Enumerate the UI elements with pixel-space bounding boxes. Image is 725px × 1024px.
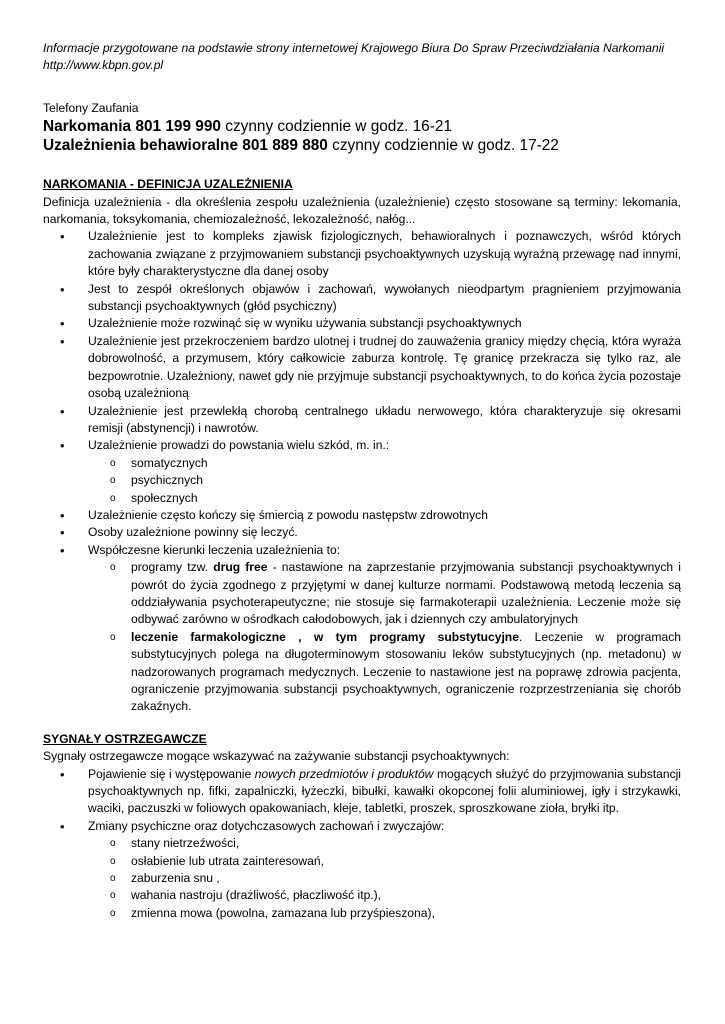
definition-list bbox=[43, 228, 681, 715]
sublist-item-drug-free bbox=[88, 559, 681, 629]
list-item: • Uzależnienie jest przekroczeniem bardzo ulotnej i trudnej do zauważenia granicy między chęcią, która wyraża dobrowolność, a przymusem, który całkowicie zaburza kontrolę. Tę granicę przekracza się tylko raz, ale bezpowrotnie. Uzależniony, nawet gdy nie przyjmuje substancji psychoaktywnych, to do końca życia pozostaje osobą uzależnioną bbox=[43, 333, 681, 403]
new-items-lead: Pojawienie się i występowanie bbox=[88, 766, 255, 781]
sublist-item: o somatycznych bbox=[88, 455, 681, 472]
hotline-behavioral-number: Uzależnienia behawioralne 801 889 880 bbox=[43, 137, 328, 155]
sublist-item: o osłabienie lub utrata zainteresowań, bbox=[88, 853, 681, 870]
harms-sublist bbox=[88, 455, 681, 507]
section-heading-definition: NARKOMANIA - DEFINICJA UZALEŻNIENIA bbox=[43, 177, 293, 192]
hotline-drugs bbox=[43, 117, 681, 136]
changes-intro: Zmiany psychiczne oraz dotychczasowych zachowań i zwyczajów: bbox=[88, 818, 445, 833]
hotline-drugs-number: Narkomania 801 199 990 bbox=[43, 118, 221, 136]
harms-intro: Uzależnienie prowadzi do powstania wielu szkód, m. in.: bbox=[88, 438, 390, 453]
sublist-item: o wahania nastroju (drażliwość, płaczliwość itp.), bbox=[88, 887, 681, 904]
warning-intro: Sygnały ostrzegawcze mogące wskazywać na zażywanie substancji psychoaktywnych: bbox=[43, 749, 510, 764]
list-item bbox=[43, 437, 681, 507]
list-item: • Uzależnienie jest to kompleks zjawisk fizjologicznych, behawioralnych i poznawczych, wśród których zachowania związane z przyjmowaniem substancji psychoaktywnych uzyskują wyraźną przewagę nad innymi, które były charakterystyczne dla danej osoby bbox=[43, 228, 681, 280]
list-item: • Osoby uzależnione powinny się leczyć. bbox=[43, 524, 681, 541]
sublist-item: o psychicznych bbox=[88, 472, 681, 489]
drug-free-lead: programy tzw. bbox=[131, 560, 214, 575]
treatment-sublist bbox=[88, 559, 681, 716]
hotlines-label: Telefony Zaufania bbox=[43, 100, 139, 115]
hotline-behavioral-hours: czynny codziennie w godz. 17-22 bbox=[327, 137, 559, 155]
list-item: • Uzależnienie może rozwinąć się w wyniku używania substancji psychoaktywnych bbox=[43, 315, 681, 332]
new-items-emphasis: nowych przedmiotów i produktów bbox=[254, 766, 434, 781]
definition-paragraph: Definicja uzależnienia - dla określenia zespołu uzależnienia (uzależnienie) często stosowane są terminy: lekomania, narkomania, toksykomania, chemiozależność, lekozależność, nałóg... bbox=[43, 194, 681, 227]
sublist-item: o stany nietrzeźwości, bbox=[88, 835, 681, 852]
warning-list bbox=[43, 766, 681, 923]
sublist-item-pharmacological bbox=[88, 629, 681, 716]
new-items-text: mogących służyć do przyjmowania substancji psychoaktywnych np. fifki, zapalniczki, łyżeczki, bibułki, kawałki okopconej folii aluminiowej, igły i strzykawki, waciki, paczuszki w foliowych opakowaniach, kleje, tabletki, proszek, sproszkowane zioła, bryłki itp. bbox=[88, 766, 681, 816]
changes-sublist bbox=[88, 835, 681, 922]
list-item bbox=[43, 766, 681, 818]
drug-free-term: drug free bbox=[213, 560, 268, 575]
hotline-behavioral bbox=[43, 136, 681, 155]
sublist-item: o społecznych bbox=[88, 490, 681, 507]
section-heading-warning-signs: SYGNAŁY OSTRZEGAWCZE bbox=[43, 731, 207, 746]
list-item: • Uzależnienie jest przewlekłą chorobą centralnego układu nerwowego, która charakteryzuje się okresami remisji (abstynencji) i nawrotów. bbox=[43, 403, 681, 438]
sublist-item: o zmienna mowa (powolna, zamazana lub przyśpieszona), bbox=[88, 905, 681, 922]
hotline-drugs-hours: czynny codziennie w godz. 16-21 bbox=[220, 118, 452, 136]
list-item: • Jest to zespół określonych objawów i zachowań, wywołanych nieodpartym pragnieniem przyjmowania substancji psychoaktywnych (głód psychiczny) bbox=[43, 281, 681, 316]
intro-note: Informacje przygotowane na podstawie strony internetowej Krajowego Biura Do Spraw Przeciwdziałania Narkomanii http://www.kbpn.gov.pl bbox=[43, 41, 665, 73]
list-item: • Uzależnienie często kończy się śmiercią z powodu następstw zdrowotnych bbox=[43, 507, 681, 524]
list-item bbox=[43, 818, 681, 922]
pharmacological-text: . Leczenie w programach substytucyjnych polega na długoterminowym stosowaniu leków substytucyjnych (np. metadonu) w nadzorowanych programach medycznych. Leczenie to nastawione jest na poprawę zdrowia pacjenta, ograniczenie przyjmowania substancji psychoaktywnych, ograniczenie rozprzestrzeniania się chorób zakaźnych. bbox=[131, 629, 681, 714]
drug-free-text: - nastawione na zaprzestanie przyjmowania substancji psychoaktywnych i powrót do życia zgodnego z przyjętymi w danej kulturze normami. Podstawową metodą leczenia są oddziaływania psychoterapeutyczne; nie stosuje się farmakoterapii uzależnienia. Leczenie może się odbywać zarówno w ośrodkach całodobowych, jak i dziennych czy ambulatoryjnych bbox=[131, 560, 681, 627]
list-item bbox=[43, 542, 681, 716]
pharmacological-term: leczenie farmakologiczne , w tym programy substytucyjne bbox=[131, 629, 519, 644]
treatment-intro: Współczesne kierunki leczenia uzależnienia to: bbox=[88, 542, 341, 557]
sublist-item: o zaburzenia snu , bbox=[88, 870, 681, 887]
